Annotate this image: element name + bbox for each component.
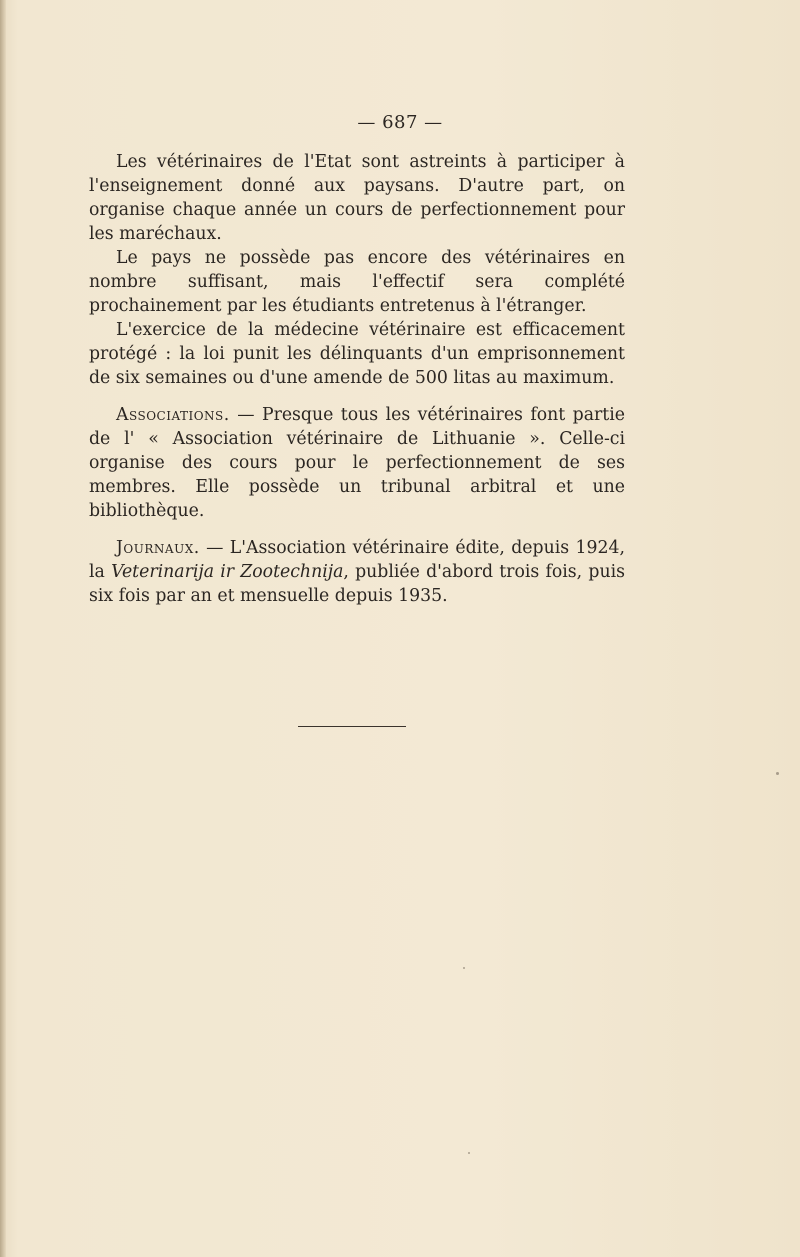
paragraph-legal-protection: L'exercice de la médecine vétérinaire est efficacement protégé : la loi punit les délinquants d'un emprisonnement de six semaines ou d'une amende de 500 litas au maximum. bbox=[89, 320, 625, 388]
paper-speck bbox=[468, 1152, 470, 1154]
closing-rule bbox=[298, 726, 406, 727]
page-binding-edge bbox=[0, 0, 6, 1257]
associations-heading: Associations. bbox=[116, 405, 230, 425]
body-text bbox=[89, 150, 625, 608]
paper-speck bbox=[776, 772, 779, 775]
paragraph-insufficient-vets: Le pays ne possède pas encore des vétérinaires en nombre suffisant, mais l'effectif sera complété prochainement par les étudiants entretenus à l'étranger. bbox=[89, 248, 625, 316]
journals-heading: Journaux. bbox=[116, 538, 200, 558]
journals-text-before: — L'Association vétérinaire édite, depuis 1924, la bbox=[89, 538, 625, 582]
paragraph-veterinary-teaching: Les vétérinaires de l'Etat sont astreints à participer à l'enseignement donné aux paysans. D'autre part, on organise chaque année un cours de perfectionnement pour les maréchaux. bbox=[89, 152, 625, 244]
page-number: — 687 — bbox=[357, 112, 443, 133]
paper-speck bbox=[463, 967, 465, 969]
associations-text: — Presque tous les vétérinaires font partie de l' « Association vétérinaire de Lithuanie ». Celle-ci organise des cours pour le perfectionnement de ses membres. Elle possède un tribunal arbitral et une bibliothèque. bbox=[89, 405, 625, 521]
journal-title: Veterinarija ir Zootechnija bbox=[111, 562, 344, 582]
paragraph-associations bbox=[89, 403, 625, 523]
journals-text-after: , publiée d'abord trois fois, puis six fois par an et mensuelle depuis 1935. bbox=[89, 562, 625, 606]
paragraph-journals bbox=[89, 536, 625, 608]
